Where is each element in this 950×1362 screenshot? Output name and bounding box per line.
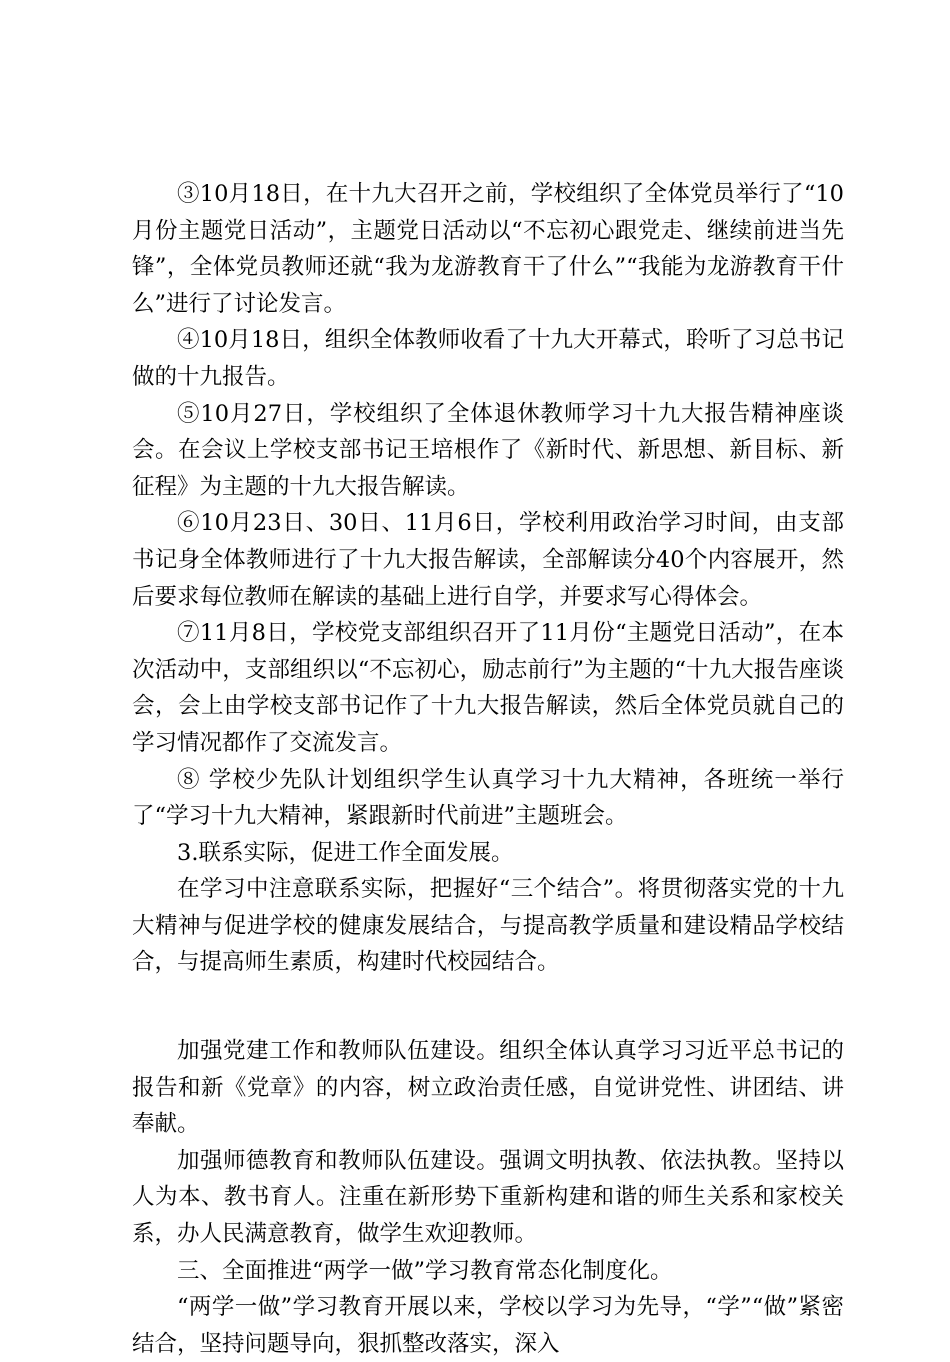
paragraph-teacher-ethics: 加强师德教育和教师队伍建设。强调文明执教、依法执教。坚持以人为本、教书育人。注重在新形势下重新构建和谐的师生关系和家校关系，办人民满意教育，做学生欢迎教师。 <box>132 1147 844 1248</box>
paragraph-three-combinations: 在学习中注意联系实际，把握好“三个结合”。将贯彻落实党的十九大精神与促进学校的健康发展结合，与提高教学质量和建设精品学校结合，与提高师生素质，构建时代校园结合。 <box>132 876 844 976</box>
section-heading-three: 三、全面推进“两学一做”学习教育常态化制度化。 <box>177 1257 673 1284</box>
paragraph-two-studies: “两学一做”学习教育开展以来，学校以学习为先导，“学”“做”紧密结合，坚持问题导向，狠抓整改落实，深入 <box>132 1294 844 1357</box>
document-body <box>132 176 844 1362</box>
paragraph-young-pioneers: ⑧ 学校少先队计划组织学生认真学习十九大精神，各班统一举行了“学习十九大精神，紧跟新时代前进”主题班会。 <box>132 766 844 830</box>
paragraph-oct27-retired-teachers: ⑤10月27日，学校组织了全体退休教师学习十九大报告精神座谈会。在会议上学校支部书记王培根作了《新时代、新思想、新目标、新征程》为主题的十九大报告解读。 <box>132 400 844 500</box>
paragraph-political-study: ⑥10月23日、30日、11月6日，学校利用政治学习时间，由支部书记身全体教师进行了十九大报告解读，全部解读分40个内容展开，然后要求每位教师在解读的基础上进行自学，并要求写心得体会。 <box>132 510 844 610</box>
paragraph-gap <box>132 981 844 1033</box>
paragraph-oct18-theme-day: ③10月18日，在十九大召开之前，学校组织了全体党员举行了“10月份主题党日活动”，主题党日活动以“不忘初心跟党走、继续前进当先锋”，全体党员教师还就“我为龙游教育干了什么”“我能为龙游教育干什么”进行了讨论发言。 <box>132 181 844 317</box>
paragraph-oct18-opening: ④10月18日，组织全体教师收看了十九大开幕式，聆听了习总书记做的十九报告。 <box>132 327 844 390</box>
paragraph-nov8-theme-day: ⑦11月8日，学校党支部组织召开了11月份“主题党日活动”，在本次活动中，支部组织以“不忘初心，励志前行”为主题的“十九大报告座谈会，会上由学校支部书记作了十九大报告解读，然后全体党员就自己的学习情况都作了交流发言。 <box>132 620 844 756</box>
section-heading-3: 3.联系实际，促进工作全面发展。 <box>177 839 514 866</box>
paragraph-party-building: 加强党建工作和教师队伍建设。组织全体认真学习习近平总书记的报告和新《党章》的内容，树立政治责任感，自觉讲党性、讲团结、讲奉献。 <box>132 1038 844 1138</box>
